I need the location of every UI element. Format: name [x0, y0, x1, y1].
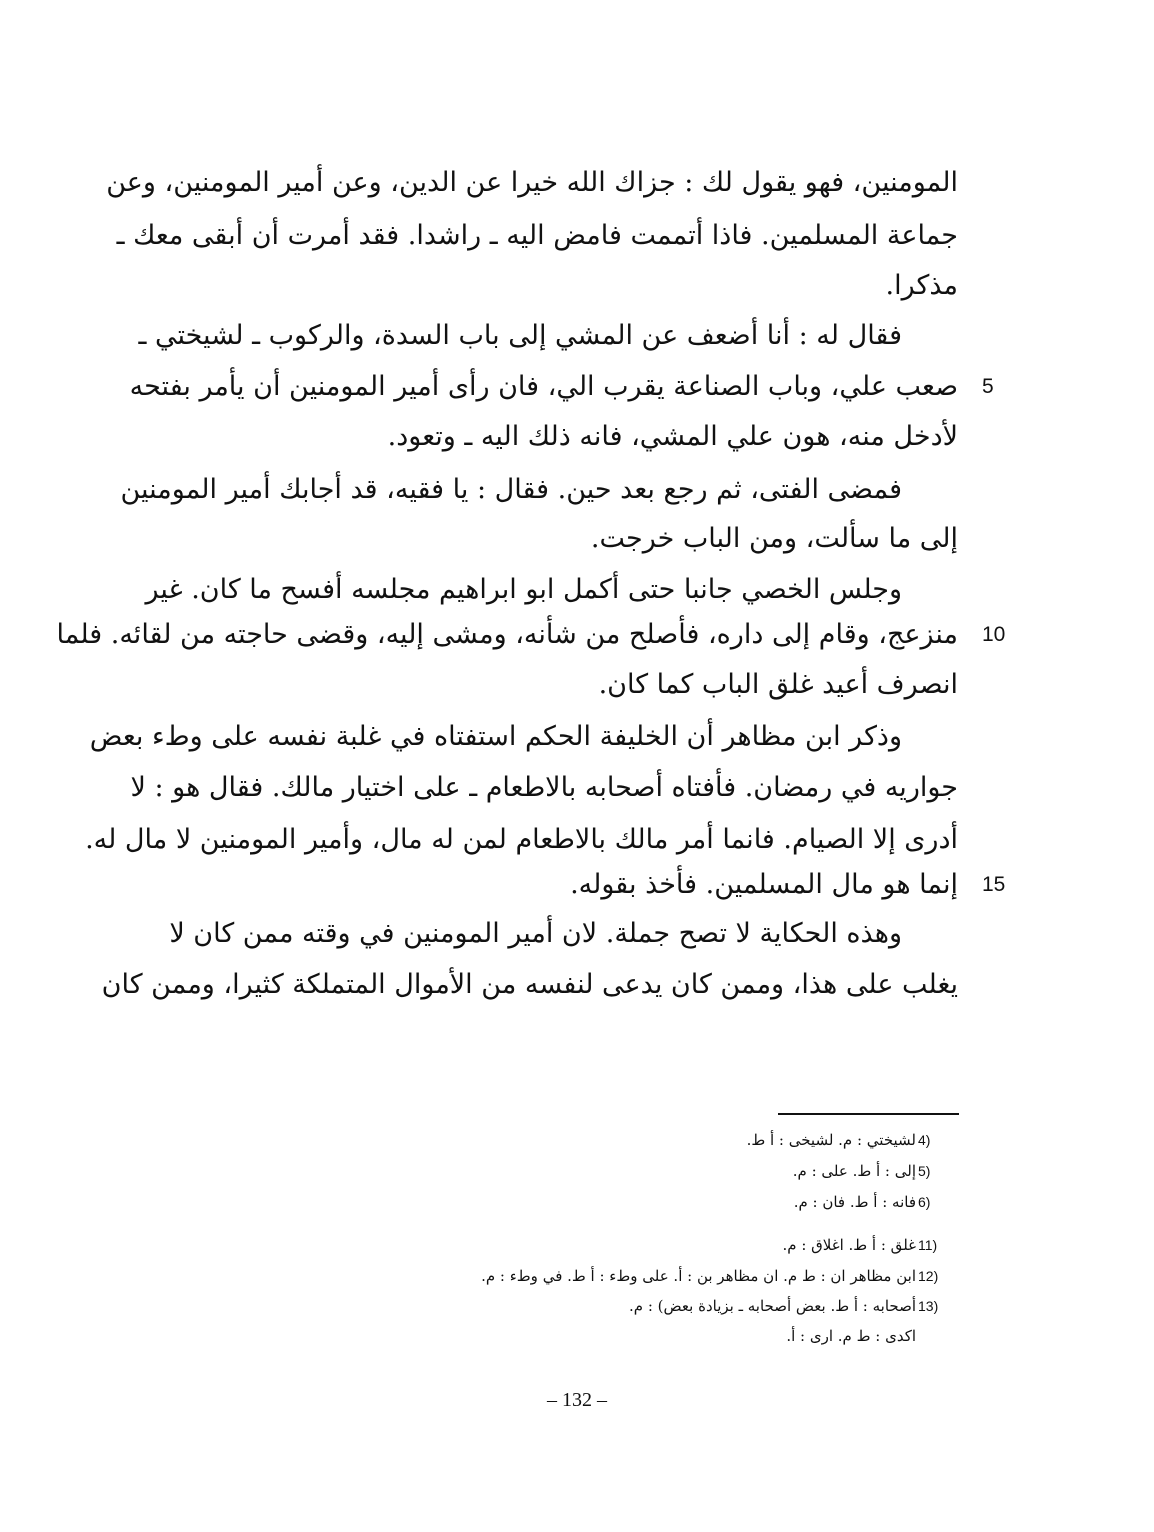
footnote-number: 12) [918, 1268, 939, 1284]
text-line-16: وهذه الحكاية لا تصح جملة. لان أمير المومنين في وقته ممن كان لا [169, 918, 902, 949]
text-line-17: يغلب على هذا، وممن كان يدعى لنفسه من الأموال المتملكة كثيرا، وممن كان [101, 969, 958, 1000]
text-line-8: إلى ما سألت، ومن الباب خرجت. [590, 523, 958, 554]
line-number-10: 10 [982, 623, 1006, 646]
text-line-11: انصرف أعيد غلق الباب كما كان. [598, 669, 958, 700]
text-line-2: جماعة المسلمين. فاذا أتممت فامض اليه ـ راشدا. فقد أمرت أن أبقى معك ـ [116, 220, 958, 251]
footnote-number: 13) [918, 1298, 939, 1314]
footnote-text: اكدى : ط م. ارى : أ. [786, 1327, 916, 1345]
text-line-3: مذكرا. [885, 270, 958, 301]
footnote-number [918, 1322, 962, 1350]
text-line-12: وذكر ابن مظاهر أن الخليفة الحكم استفتاه في غلبة نفسه على وطء بعض [89, 721, 902, 752]
footnote-text: فانه : أ ط. فان : م. [793, 1193, 916, 1211]
text-line-6: لأدخل منه، هون علي المشي، فانه ذلك اليه ـ وتعود. [387, 421, 958, 452]
text-line-5: صعب علي، وباب الصناعة يقرب الي، فان رأى أمير المومنين أن يأمر بفتحه [129, 371, 958, 402]
footnote-separator [778, 1113, 959, 1115]
footnote-number: 11) [918, 1237, 938, 1253]
line-number-5: 5 [982, 375, 994, 398]
footnote-number: 5) [918, 1163, 931, 1179]
footnote-number: 6) [918, 1194, 931, 1210]
text-line-13: جواريه في رمضان. فأفتاه أصحابه بالاطعام ـ على اختيار مالك. فقال هو : لا [130, 772, 958, 803]
footnote-text: أصحابه : أ ط. بعض أصحابه ـ بزيادة بعض) : م. [629, 1297, 916, 1315]
text-line-14: أدرى إلا الصيام. فانما أمر مالك بالاطعام لمن له مال، وأمير المومنين لا مال له. [85, 824, 958, 855]
footnote-number: 4) [918, 1132, 931, 1148]
text-line-1: المومنين، فهو يقول لك : جزاك الله خيرا عن الدين، وعن أمير المومنين، وعن [106, 167, 958, 198]
footnote-text: ابن مظاهر ان : ط م. ان مظاهر بن : أ. على وطء : أ ط. في وطء : م. [481, 1267, 916, 1285]
text-line-15: إنما هو مال المسلمين. فأخذ بقوله. [570, 869, 958, 900]
footnote-text: لشيختي : م. لشيخى : أ ط. [746, 1131, 916, 1149]
line-number-15: 15 [982, 873, 1006, 896]
footnote-text: إلى : أ ط. على : م. [792, 1162, 916, 1180]
text-line-9: وجلس الخصي جانبا حتى أكمل ابو ابراهيم مجلسه أفسح ما كان. غير [145, 574, 902, 605]
text-line-4: فقال له : أنا أضعف عن المشي إلى باب السدة، والركوب ـ لشيختي ـ [138, 320, 902, 351]
text-line-7: فمضى الفتى، ثم رجع بعد حين. فقال : يا فقيه، قد أجابك أمير المومنين [120, 474, 902, 505]
text-line-10: منزعج، وقام إلى داره، فأصلح من شأنه، ومشى إليه، وقضى حاجته من لقائه. فلما [56, 619, 958, 650]
page-number: – 132 – [547, 1389, 607, 1411]
footnote-text: غلق : أ ط. اغلاق : م. [782, 1236, 916, 1254]
